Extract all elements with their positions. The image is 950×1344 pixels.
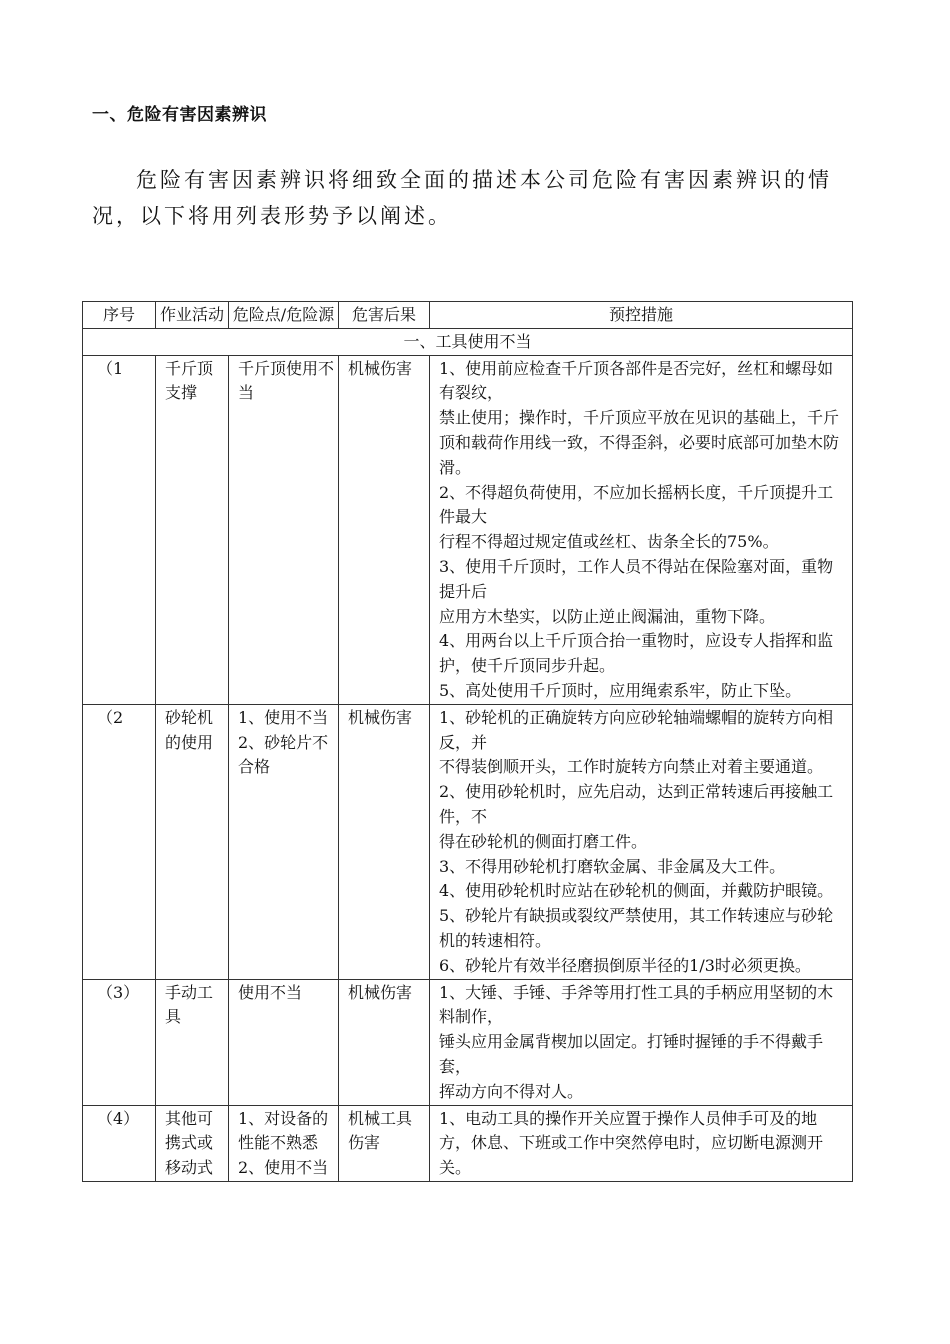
measure-line: 不得装倒顺开头，工作时旋转方向禁止对着主要通道。: [439, 757, 824, 777]
row-activity: 砂轮机的使用: [156, 704, 229, 979]
measure-line: 1、使用前应检查千斤顶各部件是否完好，丝杠和螺母如有裂纹，: [439, 358, 834, 403]
row-measures: [430, 704, 853, 979]
table-row: [83, 704, 853, 979]
header-activity: 作业活动: [156, 302, 229, 329]
table-row: [83, 1105, 853, 1181]
measure-line: 1、大锤、手锤、手斧等用打性工具的手柄应用坚韧的木料制作，: [439, 982, 834, 1027]
row-measures: [430, 355, 853, 704]
row-seq: （1: [83, 355, 156, 704]
header-seq: 序号: [83, 302, 156, 329]
measure-line: 2、不得超负荷使用，不应加长摇柄长度，千斤顶提升工件最大: [439, 482, 834, 527]
measure-line: 得在砂轮机的侧面打磨工件。: [439, 831, 648, 851]
measure-line: 4、使用砂轮机时应站在砂轮机的侧面，并戴防护眼镜。: [439, 881, 834, 901]
measure-line: 挥动方向不得对人。: [439, 1081, 584, 1101]
row-hazard: 1、对设备的性能不熟悉 2、使用不当: [229, 1105, 339, 1181]
row-seq: （4）: [83, 1105, 156, 1181]
measure-line: 2、使用砂轮机时，应先启动，达到正常转速后再接触工件，不: [439, 782, 834, 826]
measure-line: 6、砂轮片有效半径磨损倒原半径的1/3时必须更换。: [439, 955, 811, 975]
row-seq: （3）: [83, 979, 156, 1105]
row-activity: 手动工具: [156, 979, 229, 1105]
row-hazard: 使用不当: [229, 979, 339, 1105]
table-row: [83, 355, 853, 704]
measure-line: 禁止使用；操作时，千斤顶应平放在见识的基础上，千斤顶和载荷作用线一致，不得歪斜，必要时底部可加垫木防滑。: [439, 408, 840, 477]
row-consequence: 机械工具伤害: [339, 1105, 430, 1181]
section-row: [83, 328, 853, 355]
row-hazard: 1、使用不当 2、砂轮片不合格: [229, 704, 339, 979]
measure-line: 5、砂轮片有缺损或裂纹严禁使用，其工作转速应与砂轮机的转速相符。: [439, 906, 834, 950]
row-seq: （2: [83, 704, 156, 979]
measure-line: 5、高处使用千斤顶时，应用绳索系牢，防止下坠。: [439, 680, 802, 700]
row-measures: [430, 1105, 853, 1181]
row-consequence: 机械伤害: [339, 704, 430, 979]
measure-line: 应用方木垫实，以防止逆止阀漏油，重物下降。: [439, 606, 776, 626]
hazard-table: [82, 301, 853, 1182]
measure-line: 3、使用千斤顶时，工作人员不得站在保险塞对面，重物提升后: [439, 556, 834, 601]
section-heading: 一、危险有害因素辨识: [92, 105, 267, 125]
header-measures: 预控措施: [430, 302, 853, 329]
intro-paragraph: 危险有害因素辨识将细致全面的描述本公司危险有害因素辨识的情况，以下将用列表形势予以阐述。: [92, 168, 832, 228]
header-hazard: 危险点/危险源: [229, 302, 339, 329]
measure-line: 1、砂轮机的正确旋转方向应砂轮轴端螺帽的旋转方向相反，并: [439, 707, 834, 752]
row-activity: 千斤顶支撑: [156, 355, 229, 704]
measure-line: 1、电动工具的操作开关应置于操作人员伸手可及的地方，休息、下班或工作中突然停电时，应切断电源测开关。: [439, 1108, 824, 1178]
measure-line: 4、用两台以上千斤顶合抬一重物时，应设专人指挥和监护，使千斤顶同步升起。: [439, 631, 834, 676]
measure-line: 3、不得用砂轮机打磨软金属、非金属及大工件。: [439, 856, 786, 876]
row-activity: 其他可携式或移动式: [156, 1105, 229, 1181]
measure-line: 锤头应用金属背楔加以固定。打锤时握锤的手不得戴手套，: [439, 1032, 824, 1076]
table-row: [83, 979, 853, 1105]
row-measures: [430, 979, 853, 1105]
row-consequence: 机械伤害: [339, 979, 430, 1105]
table-header-row: [83, 302, 853, 329]
row-hazard: 千斤顶使用不当: [229, 355, 339, 704]
header-consequence: 危害后果: [339, 302, 430, 329]
section-label: 一、工具使用不当: [83, 328, 853, 355]
measure-line: 行程不得超过规定值或丝杠、齿条全长的75%。: [439, 532, 779, 552]
row-consequence: 机械伤害: [339, 355, 430, 704]
